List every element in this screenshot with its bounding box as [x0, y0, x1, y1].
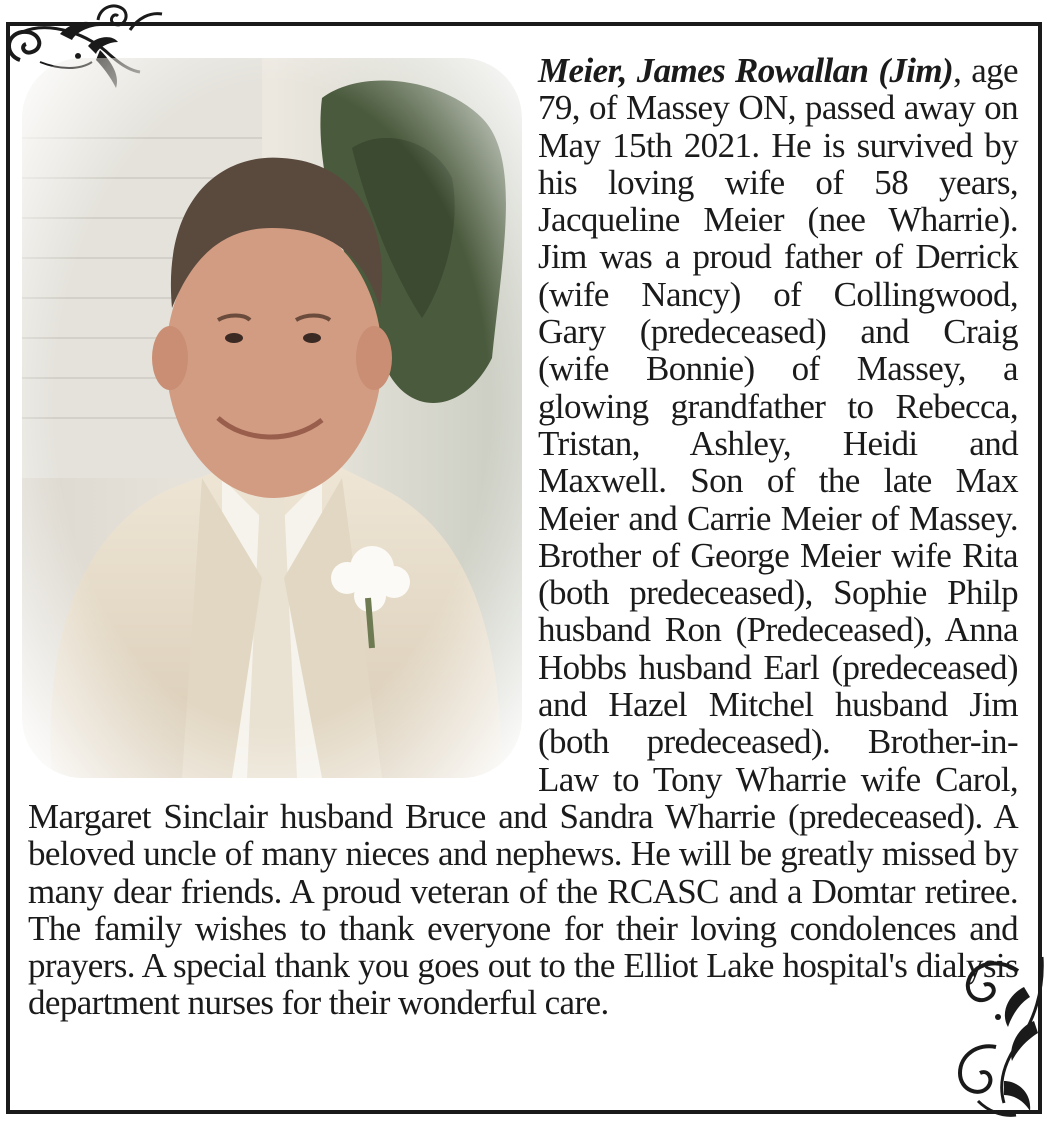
obituary-text [28, 52, 1018, 1022]
obituary-body: age 79, of Massey ON, passed away on May 15th 2021. He is survived by his loving wife of 58 years, Jacqueline Meier (nee Wharrie). Jim was a proud father of Derrick (wife Nancy) of Collingwood, Gary (predeceased) and Craig (wife Bonnie) of Massey, a glowing grandfather to Rebecca, Tristan, Ashley, Heidi and Maxwell. Son of the late Max Meier and Carrie Meier of Massey. Brother of George Meier wife Rita (both predeceased), Sophie Philp husband Ron (Predeceased), Anna Hobbs husband Earl (predeceased) and Hazel Mitchel husband Jim (both predeceased). Brother-in-Law to Tony Wharrie wife Carol, Margaret Sinclair husband Bruce and Sandra Wharrie (predeceased). A beloved uncle of many nieces and nephews. He will be greatly missed by many dear friends. A proud veteran of the RCASC and a Domtar retiree. The family wishes to thank everyone for their loving condolences and prayers. A special thank you goes out to the Elliot Lake hospital's dialysis department nurses for their wonderful care. [28, 51, 1018, 1023]
name-comma: , [953, 51, 962, 90]
photo-wrap-spacer [28, 52, 538, 792]
flourish-bottom-right-icon [938, 951, 1050, 1121]
deceased-name: Meier, James Rowallan (Jim) [538, 51, 954, 90]
